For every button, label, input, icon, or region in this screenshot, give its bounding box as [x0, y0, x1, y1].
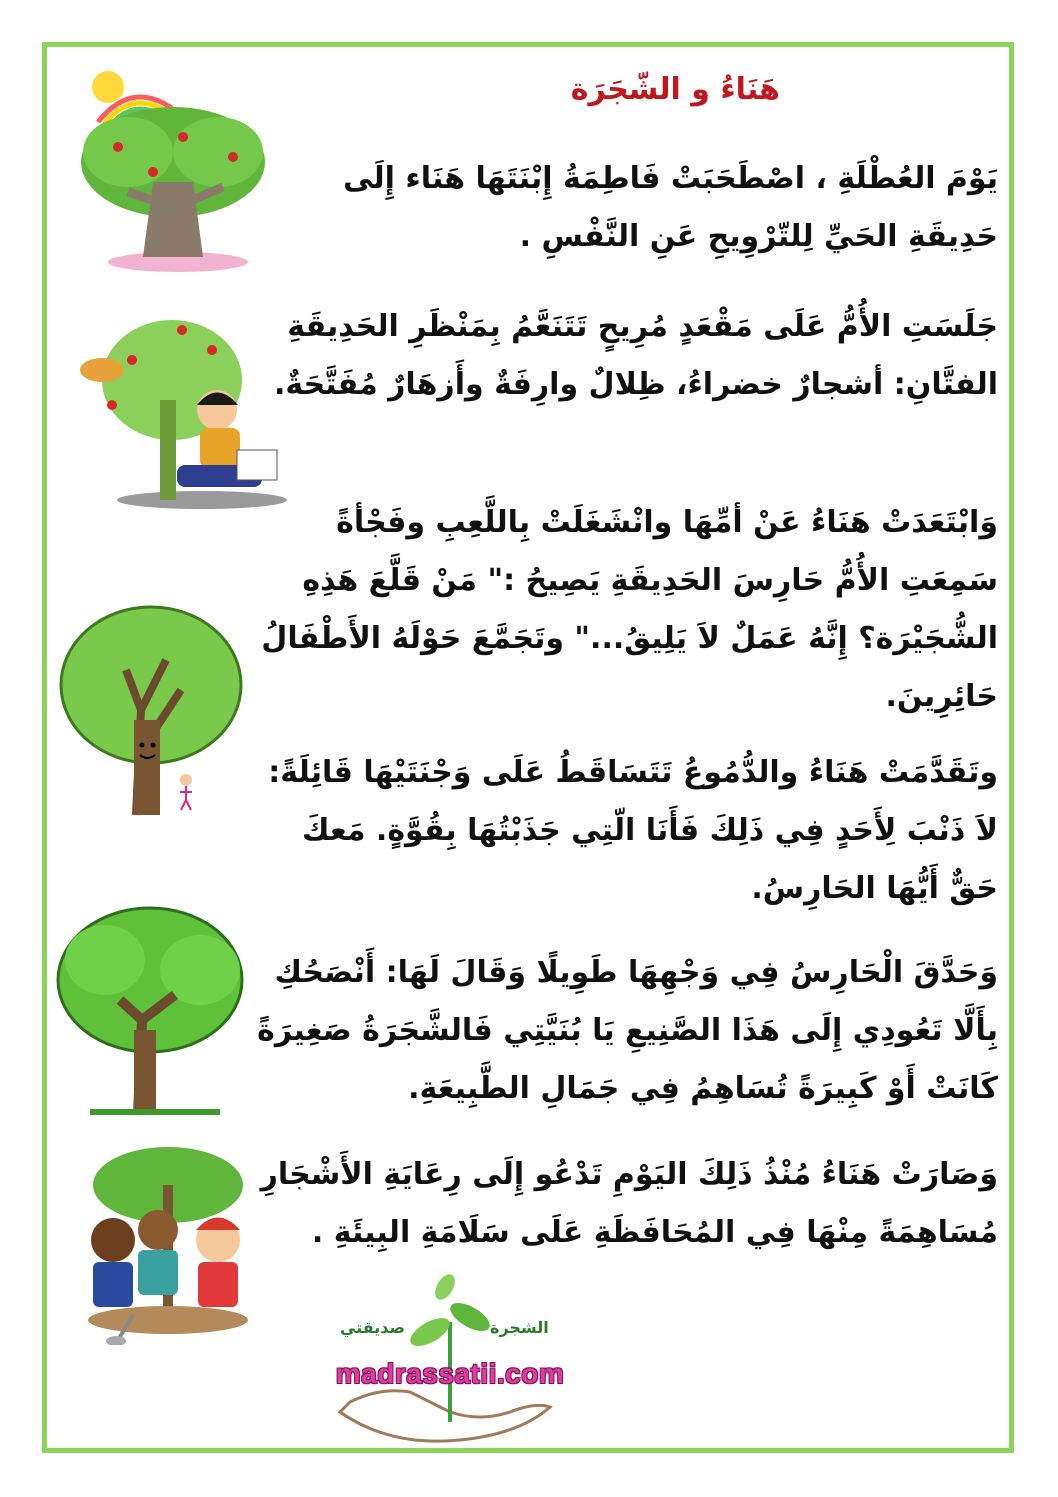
paragraph-3: وَابْتَعَدَتْ هَنَاءُ عَنْ أمِّهَا وانْشَغَلَتْ بِاللَّعِبِ وفَجْأةً سَمِعَتِ الأُمُّ حَارِسَ الحَدِيقَةِ يَصِيحُ :" مَنْ قَلَّعَ هَذِهِ الشُّجَيْرَة؟ إِنَّهُ عَمَلٌ لاَ يَلِيقُ..." وتَجَمَّعَ حَوْلَهُ الأَطْفَالُ حَائِرِينَ.: [261, 505, 998, 714]
logo-caption-left: الشجرة: [490, 1318, 549, 1337]
paragraph-4: وتَقَدَّمَتْ هَنَاءُ والدُّمُوعُ تَتَسَاقَطُ عَلَى وَجْنَتَيْهَا قَائِلَةً: لاَ ذَنْبَ لِأَحَدٍ فِي ذَلِكَ فَأَنَا الّتِي جَذَبْتُهَا بِقُوَّةٍ. مَعكَ حَقٌّ أَيُّهَا الحَارِسُ.: [268, 755, 998, 906]
paragraph-5: وَحَدَّقَ الْحَارِسُ فِي وَجْهِهَا طَوِيلًا وَقَالَ لَهَا: أَنْصَحُكِ بِأَلَّا تَعُودِي إِلَى هَذَا الصَّنِيعِ يَا بُنَيَّتِي فَالشَّجَرَةُ صَغِيرَةً كَانَتْ أَوْ كَبِيرَةً تُسَاهِمُ فِي جَمَالِ الطَّبِيعَةِ.: [257, 955, 998, 1106]
paragraph-2: جَلَسَتِ الأُمُّ عَلَى مَقْعَدٍ مُرِيحٍ تَتَنَعَّمُ بِمَنْظَرِ الحَدِيقَةِ الفتَّانِ: أشجارٌ خضراءُ، ظِلالٌ وارِفَةٌ وأَزهَارٌ مُفَتَّحَةٌ.: [274, 309, 998, 402]
sprout-hand-icon: [310, 1262, 590, 1452]
sun-icon: [92, 71, 124, 103]
logo-caption-right: صديقتي: [340, 1318, 405, 1337]
tree-face-illustration: [56, 600, 256, 820]
logo-url: madrassatii.com: [335, 1358, 565, 1389]
paragraph-1: يَوْمَ العُطْلَةِ ، اصْطَحَبَتْ فَاطِمَةُ إِبْنَتَهَا هَنَاء إِلَى حَدِيقَةِ الحَيِّ لِلتّرْوِيحِ عَنِ النَّفْسِ .: [343, 161, 998, 254]
green-tree-illustration: [50, 900, 250, 1120]
kids-planting-illustration: [58, 1145, 288, 1345]
boy-reading-illustration: [72, 310, 302, 510]
tree-rainbow-illustration: [58, 62, 270, 274]
story-title: هَنَاءُ و الشّجَرَة: [570, 72, 780, 107]
paragraph-6: وَصَارَتْ هَنَاءُ مُنْذُ ذَلِكَ اليَوْمِ تَدْعُو إِلَى رِعَايَةِ الأَشْجَارِ مُسَاهِمَةً مِنْهَا فِي المُحَافَظَةِ عَلَى سَلَامَةِ البِيئَةِ .: [260, 1157, 998, 1250]
madrassatii-logo: [310, 1262, 590, 1452]
